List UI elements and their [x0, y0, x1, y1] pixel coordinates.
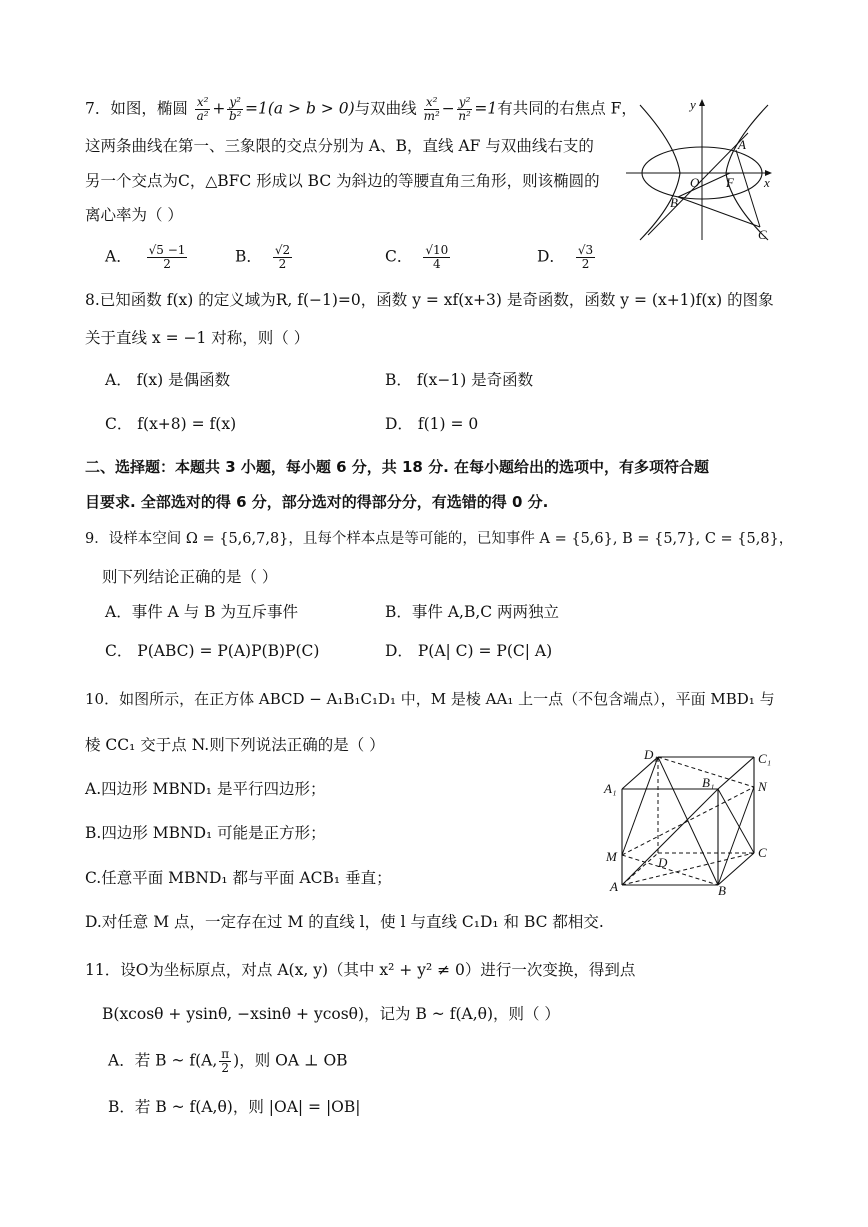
frac-num: √10 — [425, 243, 449, 257]
option-frac — [273, 244, 292, 271]
frac-num: π — [221, 1047, 230, 1061]
label-n: N — [758, 779, 767, 794]
hyp-y-frac — [457, 96, 473, 123]
q8-option-d: D． f(1) = 0 — [385, 415, 479, 433]
line-bf — [678, 173, 730, 197]
option-text-post: )，则 OA ⊥ OB — [233, 1051, 348, 1070]
frac-den: b² — [228, 109, 242, 123]
frac-num: √3 — [577, 243, 594, 257]
option-frac — [147, 244, 188, 271]
frac-den: 2 — [221, 1061, 230, 1075]
q7-line4: 离心率为（ ） — [85, 206, 183, 224]
label-d1: D₁ — [644, 747, 658, 762]
label-a1: A₁ — [604, 781, 617, 796]
option-label: C． — [385, 247, 413, 266]
q7-option-d — [537, 244, 597, 271]
label-a: A — [610, 879, 618, 894]
label-m: M — [606, 849, 617, 864]
label-b: B — [718, 883, 726, 897]
label-f: F — [726, 175, 734, 190]
q10-option-c: C.任意平面 MBND₁ 都与平面 ACB₁ 垂直； — [85, 869, 392, 887]
q7-line2: 这两条曲线在第一、三象限的交点分别为 A、B，直线 AF 与双曲线右支的 — [85, 137, 594, 155]
plus-sign: + — [212, 99, 226, 118]
option-label: A． — [105, 247, 132, 266]
frac-num: y² — [458, 95, 471, 109]
frac-num: x² — [425, 95, 438, 109]
line-a-c — [622, 853, 754, 885]
frac-den: a² — [196, 109, 209, 123]
option-frac — [423, 244, 450, 271]
option-text-pre: A．若 B ~ f(A, — [108, 1051, 218, 1070]
option-frac — [576, 244, 595, 271]
q7-option-b — [235, 244, 294, 271]
q11-line1: 11．设O为坐标原点，对点 A(x, y)（其中 x² + y² ≠ 0）进行一次变换，得到点 — [85, 961, 636, 979]
q8-option-a: A． f(x) 是偶函数 — [105, 371, 231, 389]
q7-ellipse-hyperbola-figure — [618, 95, 778, 245]
q9-option-a: A．事件 A 与 B 为互斥事件 — [105, 603, 298, 621]
q8-line2: 关于直线 x = −1 对称，则（ ） — [85, 329, 310, 347]
label-c1: C₁ — [758, 751, 772, 766]
frac-num: y² — [229, 95, 241, 109]
q11-option-b: B．若 B ~ f(A,θ)，则 |OA| = |OB| — [108, 1098, 361, 1116]
q9-option-c: C． P(ABC) = P(A)P(B)P(C) — [105, 642, 320, 660]
pi-over-2-frac — [219, 1048, 231, 1075]
section2-line1: 二、选择题：本题共 3 小题，每小题 6 分，共 18 分. 在每小题给出的选项中，有多项符合题 — [85, 458, 710, 476]
q7-option-c — [385, 244, 452, 271]
option-label: B． — [235, 247, 262, 266]
frac-den: m² — [423, 109, 440, 123]
q7-line3: 另一个交点为C，△BFC 形成以 BC 为斜边的等腰直角三角形，则该椭圆的 — [85, 172, 600, 190]
label-a: A — [738, 137, 746, 152]
q8-option-c: C． f(x+8) = f(x) — [105, 415, 237, 433]
label-y: y — [690, 97, 696, 112]
q9-option-b: B．事件 A,B,C 两两独立 — [385, 603, 560, 621]
label-b1: B₁ — [702, 775, 715, 790]
q10-option-b: B.四边形 MBND₁ 可能是正方形； — [85, 824, 326, 842]
frac-num: √5 −1 — [148, 243, 186, 257]
line-m-d1 — [622, 757, 658, 855]
option-label: D． — [537, 247, 565, 266]
line-bc — [678, 197, 760, 227]
label-x: x — [764, 175, 770, 190]
q10-option-d: D.对任意 M 点，一定存在过 M 的直线 l，使 l 与直线 C₁D₁ 和 BC 都相交. — [85, 913, 604, 931]
hyp-eq-tail: =1 — [474, 99, 498, 118]
q11-line2: B(xcosθ + ysinθ, −xsinθ + ycosθ)，记为 B ~ f(A,θ)，则（ ） — [102, 1005, 560, 1023]
label-b: B — [670, 195, 678, 210]
frac-num: √2 — [274, 243, 291, 257]
ellipse-y-frac — [227, 96, 243, 123]
edge-b1-c1 — [718, 757, 754, 789]
q9-option-d: D． P(A| C) = P(C| A) — [385, 642, 553, 660]
q11-option-a — [108, 1048, 348, 1075]
q10-line1: 10．如图所示，在正方体 ABCD − A₁B₁C₁D₁ 中，M 是棱 AA₁ 上一点（不包含端点），平面 MBD₁ 与 — [85, 690, 775, 708]
q10-cube-figure — [600, 745, 790, 897]
q8-line1: 8.已知函数 f(x) 的定义域为R, f(−1)=0，函数 y = xf(x+3) 是奇函数，函数 y = (x+1)f(x) 的图象 — [85, 291, 774, 309]
label-o: O — [690, 175, 700, 190]
label-d: D — [658, 855, 668, 870]
section2-line2: 目要求. 全部选对的得 6 分，部分选对的得部分分，有选错的得 0 分. — [85, 493, 549, 511]
frac-den: 4 — [432, 257, 441, 271]
line-n-b — [718, 787, 754, 885]
q7-text-pre: 7．如图，椭圆 — [85, 99, 188, 118]
ellipse-eq-tail: =1(a > b > 0) — [244, 99, 355, 118]
q10-line2: 棱 CC₁ 交于点 N.则下列说法正确的是（ ） — [85, 736, 385, 754]
q7-text-post: 有共同的右焦点 F， — [497, 99, 637, 118]
y-axis-arrow — [699, 99, 705, 106]
hyp-x-frac — [424, 96, 440, 123]
line-a-b1 — [622, 789, 718, 885]
line-b1-c — [718, 789, 754, 853]
q7-text-mid: 与双曲线 — [354, 99, 417, 118]
q9-line1: 9．设样本空间 Ω = {5,6,7,8}，且每个样本点是等可能的，已知事件 A = {5,6}, B = {5,7}, C = {5,8}， — [85, 531, 794, 547]
frac-den: 2 — [278, 257, 287, 271]
q10-option-a: A.四边形 MBND₁ 是平行四边形； — [85, 780, 326, 798]
q9-line2: 则下列结论正确的是（ ） — [102, 568, 278, 586]
frac-den: 2 — [163, 257, 171, 271]
label-c: C — [758, 845, 767, 860]
q8-option-b: B． f(x−1) 是奇函数 — [385, 371, 534, 389]
q7-option-a — [105, 244, 189, 271]
label-c: C — [758, 227, 767, 242]
q7-line1 — [85, 96, 637, 123]
frac-num: x² — [196, 95, 209, 109]
ellipse-x-frac — [195, 96, 211, 123]
frac-den: n² — [458, 109, 471, 123]
frac-den: 2 — [581, 257, 590, 271]
minus-sign: − — [441, 99, 455, 118]
